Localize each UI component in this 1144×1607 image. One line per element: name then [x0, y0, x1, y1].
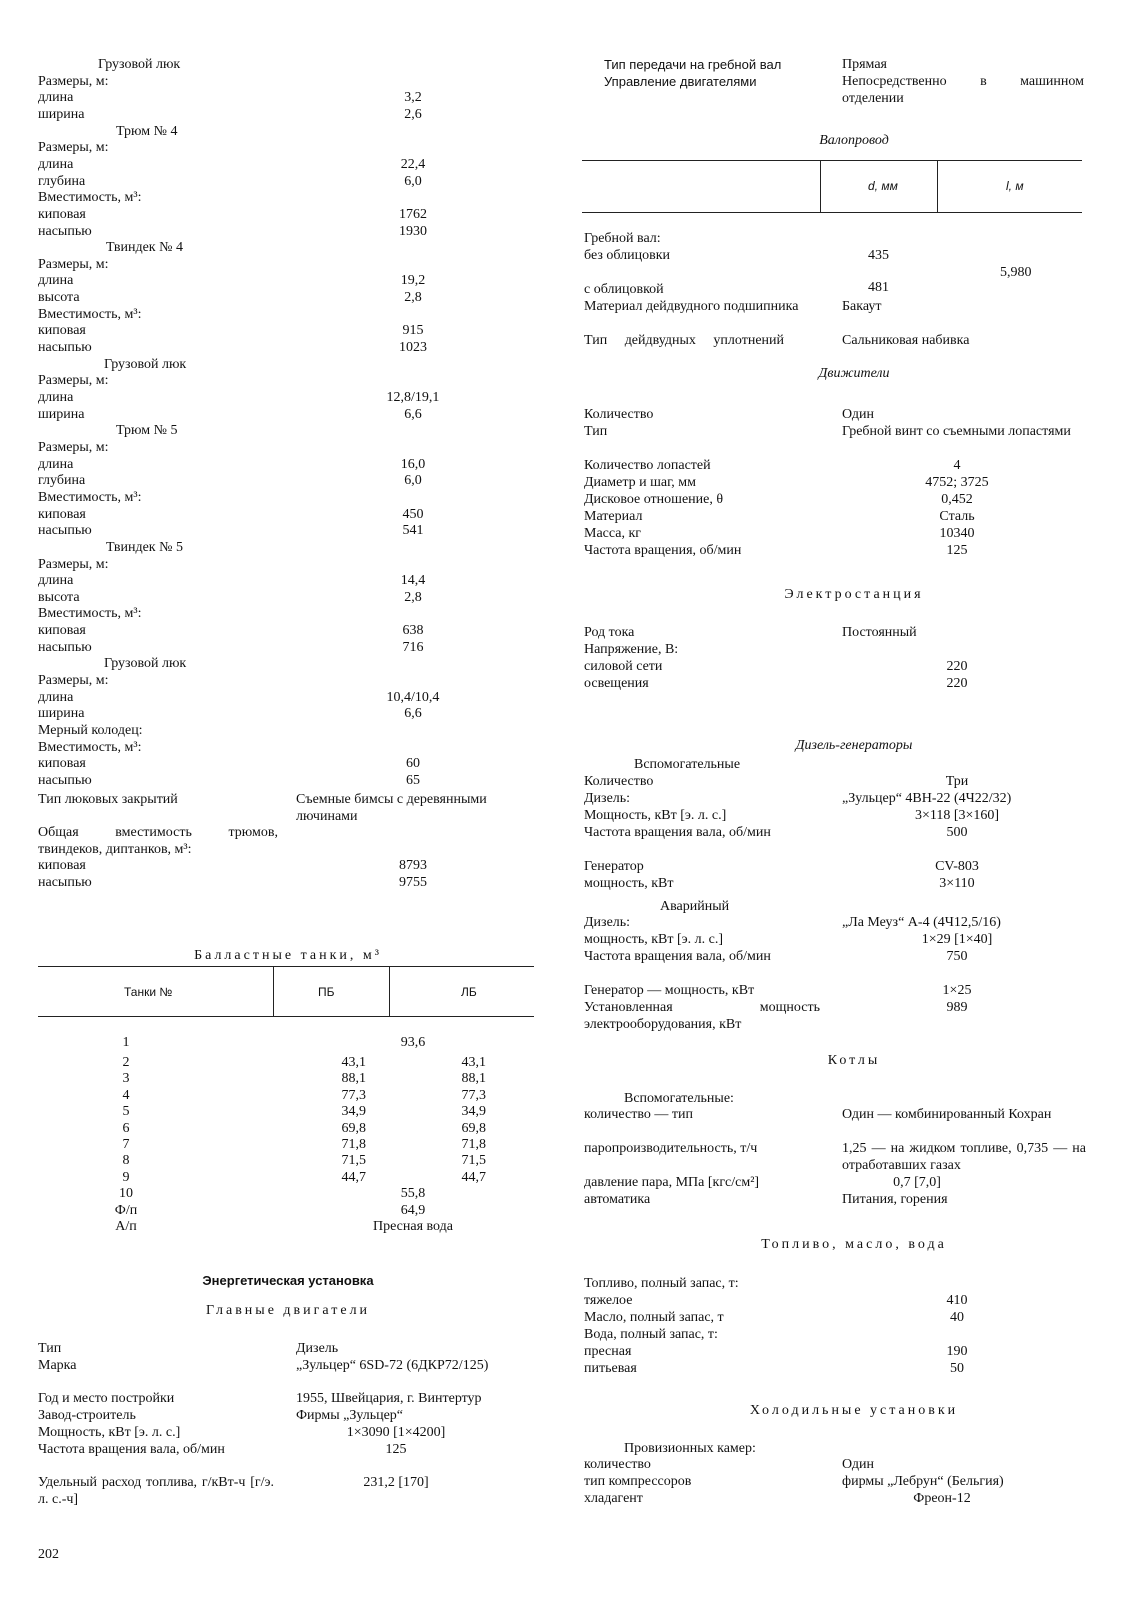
boiler-label: количество — тип: [584, 1107, 693, 1122]
fuel-value: 410: [946, 1293, 968, 1308]
dg-aux-label: Мощность, кВт [э. л. с.]: [584, 808, 727, 823]
total-value: 9755: [399, 875, 427, 890]
spec-value: 1762: [399, 206, 427, 222]
station-value: Постоянный: [842, 625, 917, 640]
shaft-lined-label: с облицовкой: [584, 282, 664, 297]
ballast-lb-value: 88,1: [461, 1071, 486, 1087]
fridge-label: количество: [584, 1457, 651, 1472]
spec-value: 6,0: [404, 473, 422, 489]
spec-label: насыпью: [38, 340, 92, 356]
propulsor-value: 10340: [939, 526, 975, 541]
engine-spec-label: Мощность, кВт [э. л. с.]: [38, 1425, 181, 1440]
spec-label: киповая: [38, 623, 86, 639]
fridge-label: хладагент: [584, 1491, 643, 1506]
ballast-value-merged: 93,6: [400, 1035, 426, 1050]
shaft-no-lining-d: 435: [868, 248, 889, 263]
propulsor-value: 0,452: [941, 492, 973, 507]
spec-label: киповая: [38, 756, 86, 772]
transmission-value: Прямая: [842, 57, 887, 72]
ballast-value-merged: 55,8: [400, 1186, 426, 1202]
dg-aux-value: „Зульцер“ 4BH-22 (4Ч22/32): [842, 791, 1012, 806]
ballast-tank-no: 10: [119, 1186, 133, 1202]
power-station-title: Электростанция: [784, 587, 924, 602]
spec-value: 6,0: [404, 173, 422, 189]
ballast-tank-no: 3: [122, 1071, 130, 1087]
ballast-top-rule: [38, 966, 534, 967]
spec-label: длина: [38, 456, 74, 472]
dg-em-label: Частота вращения вала, об/мин: [584, 949, 771, 964]
shaft-top-rule: [582, 160, 1082, 161]
spec-label: насыпью: [38, 223, 92, 239]
spec-value: 22,4: [400, 156, 426, 172]
dg-em-value: „Ла Меуз“ А-4 (4Ч12,5/16): [842, 915, 1001, 930]
spec-label: Вместимость, м³:: [38, 489, 142, 505]
spec-label: ширина: [38, 406, 85, 422]
shaft-no-lining-label: без облицовки: [584, 248, 671, 263]
ballast-pb-value: 88,1: [341, 1071, 366, 1087]
shaft-header-d: d, мм: [868, 179, 898, 193]
engine-spec-label: Удельный расход топлива, г/кВт-ч [г/э. л. с.-ч]: [38, 1475, 274, 1507]
engine-spec-label: Год и место постройки: [38, 1391, 175, 1406]
fuel-label: пресная: [584, 1344, 632, 1359]
propulsor-value: Один: [842, 407, 875, 422]
section-heading: Трюм № 4: [116, 123, 178, 139]
shaft-divider-2: [937, 160, 938, 212]
fuel-label: Вода, полный запас, т:: [584, 1327, 718, 1342]
ballast-pb-value: 34,9: [341, 1104, 366, 1120]
boiler-value: Один — комбинированный Кохран: [842, 1107, 1052, 1122]
spec-label: Размеры, м:: [38, 373, 109, 389]
spec-value: 541: [402, 523, 424, 539]
ballast-value-merged: Пресная вода: [373, 1219, 453, 1234]
fridge-sub: Провизионных камер:: [624, 1441, 756, 1456]
ballast-pb-value: 77,3: [341, 1087, 366, 1103]
dg-aux-title: Вспомогательные: [634, 757, 741, 772]
ballast-col-divider-2: [389, 966, 390, 1016]
spec-value: 2,8: [404, 290, 422, 306]
dg-em-label: Установленная мощность электрооборудования, кВт: [584, 1000, 820, 1032]
propulsor-label: Количество лопастей: [584, 458, 711, 473]
propulsor-label: Диаметр и шаг, мм: [584, 475, 696, 490]
propulsor-label: Тип: [584, 424, 608, 439]
main-engines-title: Главные двигатели: [205, 1303, 371, 1318]
fuel-label: Топливо, полный запас, т:: [584, 1276, 739, 1291]
ballast-pb-value: 71,5: [341, 1153, 366, 1169]
dg-aux-value: CV-803: [935, 859, 979, 874]
fuel-title: Топливо, масло, вода: [761, 1237, 947, 1252]
engine-spec-label: Марка: [38, 1358, 77, 1373]
ballast-tank-no: 2: [122, 1055, 130, 1070]
propulsor-label: Дисковое отношение, θ: [584, 492, 724, 507]
spec-label: длина: [38, 390, 74, 405]
dg-aux-value: Три: [945, 774, 969, 789]
fridge-value: Один: [842, 1457, 875, 1472]
dg-em-value: 1×29 [1×40]: [921, 932, 993, 947]
fuel-label: тяжелое: [584, 1293, 633, 1308]
fridge-value: фирмы „Лебрун“ (Бельгия): [842, 1474, 1004, 1489]
ballast-pb-value: 44,7: [341, 1169, 366, 1185]
engine-spec-value: 1×3090 [1×4200]: [346, 1425, 446, 1440]
ballast-tank-no: 8: [122, 1153, 130, 1169]
engine-spec-label: Тип: [38, 1341, 62, 1356]
propeller-shaft-label: Гребной вал:: [584, 231, 661, 246]
spec-value: 450: [402, 506, 424, 522]
section-heading: Трюм № 5: [116, 423, 178, 439]
total-value: 8793: [399, 858, 427, 873]
engine-spec-value: 231,2 [170]: [363, 1475, 429, 1490]
fuel-value: 50: [950, 1361, 964, 1376]
dg-em-value: 989: [946, 1000, 968, 1015]
spec-label: Вместимость, м³:: [38, 606, 142, 622]
dg-aux-label: Генератор: [584, 859, 644, 874]
spec-value: 19,2: [400, 273, 426, 289]
total-label: насыпью: [38, 875, 92, 890]
spec-value: 1930: [399, 223, 427, 239]
engine-spec-label: Частота вращения вала, об/мин: [38, 1442, 225, 1457]
spec-label: высота: [38, 290, 80, 306]
ballast-tank-no: 1: [122, 1035, 130, 1050]
spec-label: Размеры, м:: [38, 439, 109, 455]
boiler-value: 0,7 [7,0]: [893, 1175, 941, 1190]
section-heading: Грузовой люк: [104, 656, 187, 672]
propulsor-value: 125: [946, 543, 968, 558]
station-value: 220: [946, 676, 968, 691]
total-label: киповая: [38, 858, 86, 873]
sterntube-seal-label: Тип дейдвудных уплотнений: [584, 333, 785, 348]
engine-spec-value: 1955, Швейцария, г. Винтертур: [296, 1391, 482, 1406]
spec-label: длина: [38, 90, 74, 106]
engine-control-label: Управление двигателями: [604, 74, 757, 89]
engine-spec-value: Дизель: [296, 1341, 339, 1356]
spec-label: длина: [38, 156, 74, 172]
engine-spec-value: Фирмы „Зульцер“: [296, 1408, 404, 1423]
spec-label: Размеры, м:: [38, 140, 109, 156]
ballast-value-merged: 64,9: [400, 1202, 426, 1218]
station-value: 220: [946, 659, 968, 674]
dg-em-title: Аварийный: [660, 899, 730, 914]
propulsor-label: Материал: [584, 509, 643, 524]
section-heading: Грузовой люк: [98, 57, 181, 72]
propulsor-label: Количество: [584, 407, 654, 422]
station-label: Напряжение, В:: [584, 642, 679, 657]
ballast-pb-value: 69,8: [341, 1120, 366, 1136]
ballast-lb-value: 71,8: [461, 1137, 486, 1152]
spec-label: Вместимость, м³:: [38, 306, 142, 322]
spec-label: Размеры, м:: [38, 673, 109, 689]
propulsors-title: Движители: [818, 366, 890, 381]
dg-aux-label: мощность, кВт: [584, 876, 674, 891]
spec-label: насыпью: [38, 523, 92, 539]
sterntube-seal-value: Сальниковая набивка: [842, 333, 970, 348]
ballast-lb-value: 43,1: [461, 1055, 486, 1070]
spec-value: 1023: [399, 340, 427, 356]
propulsor-label: Частота вращения, об/мин: [584, 543, 742, 558]
dg-em-label: мощность, кВт [э. л. с.]: [584, 932, 723, 947]
dg-aux-value: 3×118 [3×160]: [914, 808, 1000, 823]
shaft-length-value: 5,980: [1000, 265, 1032, 280]
section-heading: Твиндек № 4: [106, 240, 183, 256]
shaft-divider-1: [820, 160, 821, 212]
spec-label: Вместимость, м³:: [38, 739, 142, 755]
station-label: освещения: [584, 676, 649, 691]
spec-label: Мерный колодец:: [38, 723, 143, 738]
hatch-covers-label: Тип люковых закрытий: [38, 792, 178, 807]
boiler-value: Питания, горения: [842, 1192, 948, 1207]
boilers-sub: Вспомогательные:: [624, 1091, 734, 1106]
propulsor-value: 4: [953, 458, 961, 473]
ballast-lb-value: 71,5: [461, 1153, 486, 1169]
diesel-generators-title: Дизель-генераторы: [795, 738, 913, 753]
boiler-label: автоматика: [584, 1192, 651, 1207]
spec-value: 16,0: [400, 456, 426, 472]
spec-label: ширина: [38, 706, 85, 722]
spec-label: длина: [38, 689, 74, 705]
spec-value: 10,4/10,4: [386, 689, 440, 705]
engine-spec-value: 125: [385, 1442, 407, 1457]
boilers-title: Котлы: [827, 1053, 881, 1068]
spec-value: 12,8/19,1: [386, 390, 440, 405]
ballast-tank-no: 7: [122, 1137, 130, 1152]
section-heading: Грузовой люк: [104, 356, 187, 372]
spec-label: ширина: [38, 106, 85, 122]
spec-value: 2,6: [404, 106, 422, 122]
spec-label: высота: [38, 589, 80, 605]
engine-spec-value: „Зульцер“ 6SD-72 (6ДКР72/125): [296, 1358, 489, 1373]
spec-value: 2,8: [404, 589, 422, 605]
ballast-header-lb: ЛБ: [461, 985, 477, 999]
spec-value: 915: [402, 323, 424, 339]
boiler-label: паропроизводительность, т/ч: [584, 1141, 758, 1156]
spec-label: Размеры, м:: [38, 73, 109, 89]
fuel-value: 40: [950, 1310, 964, 1325]
spec-value: 716: [402, 639, 424, 655]
station-label: силовой сети: [584, 659, 663, 674]
spec-label: киповая: [38, 206, 86, 222]
spec-label: длина: [38, 273, 74, 289]
spec-label: длина: [38, 573, 74, 589]
ballast-lb-value: 34,9: [461, 1104, 486, 1120]
section-heading: Твиндек № 5: [106, 539, 183, 555]
dg-em-label: Дизель:: [584, 915, 631, 930]
spec-value: 14,4: [400, 573, 426, 589]
engine-spec-label: Завод-строитель: [38, 1408, 136, 1423]
ballast-tank-no: Ф/п: [114, 1202, 138, 1218]
dg-em-label: Генератор — мощность, кВт: [584, 983, 755, 998]
ballast-lb-value: 77,3: [461, 1087, 486, 1103]
spec-value: 3,2: [404, 90, 422, 106]
spec-label: киповая: [38, 323, 86, 339]
spec-value: 6,6: [404, 406, 422, 422]
spec-value: 6,6: [404, 706, 422, 722]
dg-aux-value: 3×110: [939, 876, 975, 891]
total-capacity-label: Общая вместимость трюмов, твиндеков, диптанков, м³:: [38, 825, 278, 857]
ballast-tank-no: 4: [122, 1087, 130, 1103]
spec-label: Вместимость, м³:: [38, 190, 142, 206]
shaft-header-l: l, м: [1006, 179, 1024, 193]
spec-value: 65: [406, 772, 420, 788]
boiler-label: давление пара, МПа [кгс/см²]: [584, 1175, 760, 1190]
dg-aux-value: 500: [946, 825, 968, 840]
shafting-title: Валопровод: [819, 133, 889, 148]
station-label: Род тока: [584, 625, 635, 640]
dg-em-value: 750: [946, 949, 968, 964]
ballast-header-rule: [38, 1016, 534, 1017]
page-number: 202: [38, 1547, 59, 1562]
ballast-tank-no: А/п: [115, 1219, 137, 1234]
spec-label: киповая: [38, 506, 86, 522]
spec-label: Размеры, м:: [38, 556, 109, 572]
spec-value: 60: [406, 756, 420, 772]
ballast-lb-value: 69,8: [461, 1120, 486, 1136]
shaft-lined-d: 481: [868, 280, 889, 295]
fuel-value: 190: [946, 1344, 968, 1359]
engine-control-value: Непосредственно в машинном отделении: [842, 74, 1084, 106]
dg-aux-label: Количество: [584, 774, 654, 789]
propulsor-value: Гребной винт со съемными лопастями: [842, 424, 1071, 439]
transmission-label: Тип передачи на гребной вал: [604, 57, 782, 72]
dg-aux-label: Частота вращения вала, об/мин: [584, 825, 771, 840]
power-plant-title: Энергетическая установка: [202, 1273, 374, 1288]
hatch-covers-value: Съемные бимсы с деревянными лючинами: [296, 792, 487, 824]
ballast-title: Балластные танки, м³: [194, 948, 382, 963]
fridge-label: тип компрессоров: [584, 1474, 692, 1489]
spec-label: Размеры, м:: [38, 256, 109, 272]
fuel-label: Масло, полный запас, т: [584, 1310, 724, 1325]
propulsor-label: Масса, кг: [584, 526, 642, 541]
ballast-header-pb: ПБ: [318, 985, 335, 999]
ballast-lb-value: 44,7: [461, 1169, 486, 1185]
spec-label: насыпью: [38, 639, 92, 655]
ballast-tank-no: 6: [122, 1120, 130, 1136]
ballast-tank-no: 5: [122, 1104, 130, 1120]
spec-label: насыпью: [38, 772, 92, 788]
spec-value: 638: [402, 623, 424, 639]
dg-aux-label: Дизель:: [584, 791, 631, 806]
sterntube-bearing-value: Бакаут: [842, 299, 882, 314]
propulsor-value: Сталь: [939, 509, 975, 524]
fuel-label: питьевая: [584, 1361, 637, 1376]
ballast-pb-value: 71,8: [341, 1137, 366, 1152]
boiler-value: 1,25 — на жидком топливе, 0,735 — на отработавших газах: [842, 1141, 1086, 1173]
ballast-tank-no: 9: [122, 1169, 130, 1185]
shaft-header-rule: [582, 212, 1082, 213]
fridge-value: Фреон-12: [913, 1491, 971, 1506]
spec-label: глубина: [38, 173, 86, 189]
ballast-pb-value: 43,1: [341, 1055, 366, 1070]
ballast-header-tanks: Танки №: [124, 985, 173, 999]
propulsor-value: 4752; 3725: [925, 475, 989, 490]
spec-label: глубина: [38, 473, 86, 489]
ballast-col-divider-1: [273, 966, 274, 1016]
sterntube-bearing-label: Материал дейдвудного подшипника: [584, 299, 799, 314]
refrigeration-title: Холодильные установки: [749, 1403, 959, 1418]
dg-em-value: 1×25: [942, 983, 972, 998]
